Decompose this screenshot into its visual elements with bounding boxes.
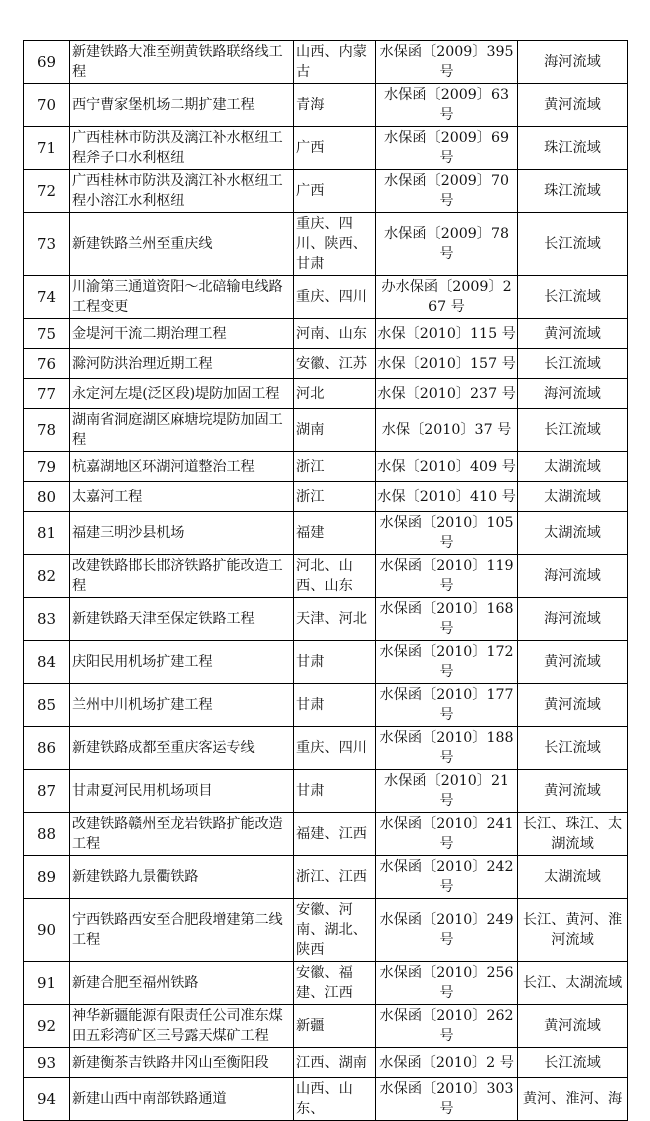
table-row <box>24 379 628 409</box>
table-row <box>24 641 628 684</box>
project-name: 金堤河干流二期治理工程 <box>70 319 294 349</box>
project-region: 河北、山西、山东 <box>294 555 376 598</box>
river-basin: 黄河流域 <box>518 319 628 349</box>
row-number: 70 <box>24 84 70 127</box>
project-name: 杭嘉湖地区环湖河道整治工程 <box>70 452 294 482</box>
river-basin: 黄河、淮河、海 <box>518 1078 628 1121</box>
project-table <box>23 40 628 1121</box>
row-number: 75 <box>24 319 70 349</box>
river-basin: 长江流域 <box>518 409 628 452</box>
river-basin: 黄河流域 <box>518 770 628 813</box>
river-basin: 太湖流域 <box>518 512 628 555</box>
table-row <box>24 41 628 84</box>
river-basin: 海河流域 <box>518 598 628 641</box>
project-name: 改建铁路邯长邯济铁路扩能改造工程 <box>70 555 294 598</box>
project-region: 安徽、福建、江西 <box>294 962 376 1005</box>
project-name: 新建铁路兰州至重庆线 <box>70 213 294 276</box>
table-body <box>24 41 628 1121</box>
project-name: 西宁曹家堡机场二期扩建工程 <box>70 84 294 127</box>
project-region: 浙江、江西 <box>294 856 376 899</box>
table-row <box>24 555 628 598</box>
project-region: 福建 <box>294 512 376 555</box>
river-basin: 长江流域 <box>518 1048 628 1078</box>
table-row <box>24 170 628 213</box>
river-basin: 海河流域 <box>518 41 628 84</box>
row-number: 87 <box>24 770 70 813</box>
project-region: 江西、湖南 <box>294 1048 376 1078</box>
table-row <box>24 770 628 813</box>
river-basin: 长江、太湖流域 <box>518 962 628 1005</box>
project-region: 福建、江西 <box>294 813 376 856</box>
river-basin: 海河流域 <box>518 555 628 598</box>
table-row <box>24 1005 628 1048</box>
project-region: 河南、山东 <box>294 319 376 349</box>
approval-document: 水保〔2010〕410 号 <box>376 482 518 512</box>
river-basin: 黄河流域 <box>518 641 628 684</box>
table-row <box>24 598 628 641</box>
project-name: 改建铁路赣州至龙岩铁路扩能改造工程 <box>70 813 294 856</box>
row-number: 71 <box>24 127 70 170</box>
table-row <box>24 856 628 899</box>
project-name: 广西桂林市防洪及漓江补水枢纽工程斧子口水利枢纽 <box>70 127 294 170</box>
project-region: 广西 <box>294 127 376 170</box>
approval-document: 水保函〔2010〕188 号 <box>376 727 518 770</box>
approval-document: 水保函〔2010〕119 号 <box>376 555 518 598</box>
project-region: 新疆 <box>294 1005 376 1048</box>
row-number: 76 <box>24 349 70 379</box>
row-number: 73 <box>24 213 70 276</box>
table-row <box>24 727 628 770</box>
table-row <box>24 512 628 555</box>
approval-document: 水保函〔2009〕69 号 <box>376 127 518 170</box>
table-row <box>24 84 628 127</box>
river-basin: 珠江流域 <box>518 127 628 170</box>
project-region: 甘肃 <box>294 684 376 727</box>
row-number: 81 <box>24 512 70 555</box>
project-name: 兰州中川机场扩建工程 <box>70 684 294 727</box>
project-region: 甘肃 <box>294 641 376 684</box>
row-number: 69 <box>24 41 70 84</box>
river-basin: 海河流域 <box>518 379 628 409</box>
project-name: 滁河防洪治理近期工程 <box>70 349 294 379</box>
row-number: 93 <box>24 1048 70 1078</box>
river-basin: 长江流域 <box>518 276 628 319</box>
river-basin: 长江、珠江、太湖流域 <box>518 813 628 856</box>
table-row <box>24 349 628 379</box>
river-basin: 黄河流域 <box>518 84 628 127</box>
project-name: 广西桂林市防洪及漓江补水枢纽工程小溶江水利枢纽 <box>70 170 294 213</box>
approval-document: 水保函〔2010〕168 号 <box>376 598 518 641</box>
table-row <box>24 127 628 170</box>
table-row <box>24 1078 628 1121</box>
project-region: 河北 <box>294 379 376 409</box>
row-number: 78 <box>24 409 70 452</box>
river-basin: 长江流域 <box>518 349 628 379</box>
river-basin: 太湖流域 <box>518 452 628 482</box>
project-name: 福建三明沙县机场 <box>70 512 294 555</box>
approval-document: 水保函〔2009〕70 号 <box>376 170 518 213</box>
project-name: 川渝第三通道资阳～北碚输电线路工程变更 <box>70 276 294 319</box>
project-name: 新建铁路九景衢铁路 <box>70 856 294 899</box>
river-basin: 太湖流域 <box>518 856 628 899</box>
approval-document: 水保函〔2010〕177 号 <box>376 684 518 727</box>
approval-document: 水保函〔2009〕395 号 <box>376 41 518 84</box>
river-basin: 长江流域 <box>518 727 628 770</box>
approval-document: 水保〔2010〕37 号 <box>376 409 518 452</box>
project-name: 宁西铁路西安至合肥段增建第二线工程 <box>70 899 294 962</box>
row-number: 85 <box>24 684 70 727</box>
project-name: 太嘉河工程 <box>70 482 294 512</box>
row-number: 82 <box>24 555 70 598</box>
river-basin: 珠江流域 <box>518 170 628 213</box>
project-name: 湖南省洞庭湖区麻塘垸堤防加固工程 <box>70 409 294 452</box>
approval-document: 水保函〔2009〕63 号 <box>376 84 518 127</box>
approval-document: 水保函〔2010〕241 号 <box>376 813 518 856</box>
project-name: 新建铁路大准至朔黄铁路联络线工程 <box>70 41 294 84</box>
project-region: 安徽、河南、湖北、陕西 <box>294 899 376 962</box>
project-name: 庆阳民用机场扩建工程 <box>70 641 294 684</box>
project-region: 山西、山东、 <box>294 1078 376 1121</box>
approval-document: 水保〔2010〕237 号 <box>376 379 518 409</box>
project-name: 新建衡茶吉铁路井冈山至衡阳段 <box>70 1048 294 1078</box>
project-region: 广西 <box>294 170 376 213</box>
approval-document: 水保函〔2010〕21 号 <box>376 770 518 813</box>
table-row <box>24 813 628 856</box>
row-number: 84 <box>24 641 70 684</box>
row-number: 92 <box>24 1005 70 1048</box>
table-row <box>24 482 628 512</box>
project-name: 新建合肥至福州铁路 <box>70 962 294 1005</box>
row-number: 80 <box>24 482 70 512</box>
project-region: 浙江 <box>294 482 376 512</box>
row-number: 90 <box>24 899 70 962</box>
table-row <box>24 213 628 276</box>
approval-document: 水保函〔2010〕303 号 <box>376 1078 518 1121</box>
approval-document: 水保〔2010〕157 号 <box>376 349 518 379</box>
table-row <box>24 276 628 319</box>
project-region: 重庆、四川 <box>294 727 376 770</box>
approval-document: 办水保函〔2009〕267 号 <box>376 276 518 319</box>
project-name: 甘肃夏河民用机场项目 <box>70 770 294 813</box>
project-name: 新建铁路天津至保定铁路工程 <box>70 598 294 641</box>
river-basin: 太湖流域 <box>518 482 628 512</box>
project-name: 新建铁路成都至重庆客运专线 <box>70 727 294 770</box>
row-number: 88 <box>24 813 70 856</box>
approval-document: 水保函〔2010〕262 号 <box>376 1005 518 1048</box>
project-region: 安徽、江苏 <box>294 349 376 379</box>
project-region: 山西、内蒙古 <box>294 41 376 84</box>
row-number: 86 <box>24 727 70 770</box>
table-row <box>24 684 628 727</box>
approval-document: 水保函〔2009〕78 号 <box>376 213 518 276</box>
row-number: 79 <box>24 452 70 482</box>
table-row <box>24 1048 628 1078</box>
river-basin: 黄河流域 <box>518 1005 628 1048</box>
approval-document: 水保〔2010〕409 号 <box>376 452 518 482</box>
approval-document: 水保函〔2010〕105 号 <box>376 512 518 555</box>
row-number: 83 <box>24 598 70 641</box>
project-region: 重庆、四川、陕西、甘肃 <box>294 213 376 276</box>
project-region: 甘肃 <box>294 770 376 813</box>
table-row <box>24 409 628 452</box>
row-number: 72 <box>24 170 70 213</box>
approval-document: 水保〔2010〕115 号 <box>376 319 518 349</box>
approval-document: 水保函〔2010〕249 号 <box>376 899 518 962</box>
table-row <box>24 962 628 1005</box>
project-name: 神华新疆能源有限责任公司准东煤田五彩湾矿区三号露天煤矿工程 <box>70 1005 294 1048</box>
project-region: 湖南 <box>294 409 376 452</box>
project-name: 新建山西中南部铁路通道 <box>70 1078 294 1121</box>
river-basin: 长江、黄河、淮河流域 <box>518 899 628 962</box>
row-number: 94 <box>24 1078 70 1121</box>
approval-document: 水保函〔2010〕256 号 <box>376 962 518 1005</box>
table-row <box>24 899 628 962</box>
river-basin: 长江流域 <box>518 213 628 276</box>
table-row <box>24 319 628 349</box>
row-number: 74 <box>24 276 70 319</box>
project-region: 重庆、四川 <box>294 276 376 319</box>
project-region: 青海 <box>294 84 376 127</box>
row-number: 77 <box>24 379 70 409</box>
row-number: 89 <box>24 856 70 899</box>
project-name: 永定河左堤(泛区段)堤防加固工程 <box>70 379 294 409</box>
table-row <box>24 452 628 482</box>
approval-document: 水保函〔2010〕242 号 <box>376 856 518 899</box>
row-number: 91 <box>24 962 70 1005</box>
project-region: 天津、河北 <box>294 598 376 641</box>
river-basin: 黄河流域 <box>518 684 628 727</box>
project-region: 浙江 <box>294 452 376 482</box>
approval-document: 水保函〔2010〕172 号 <box>376 641 518 684</box>
approval-document: 水保函〔2010〕2 号 <box>376 1048 518 1078</box>
